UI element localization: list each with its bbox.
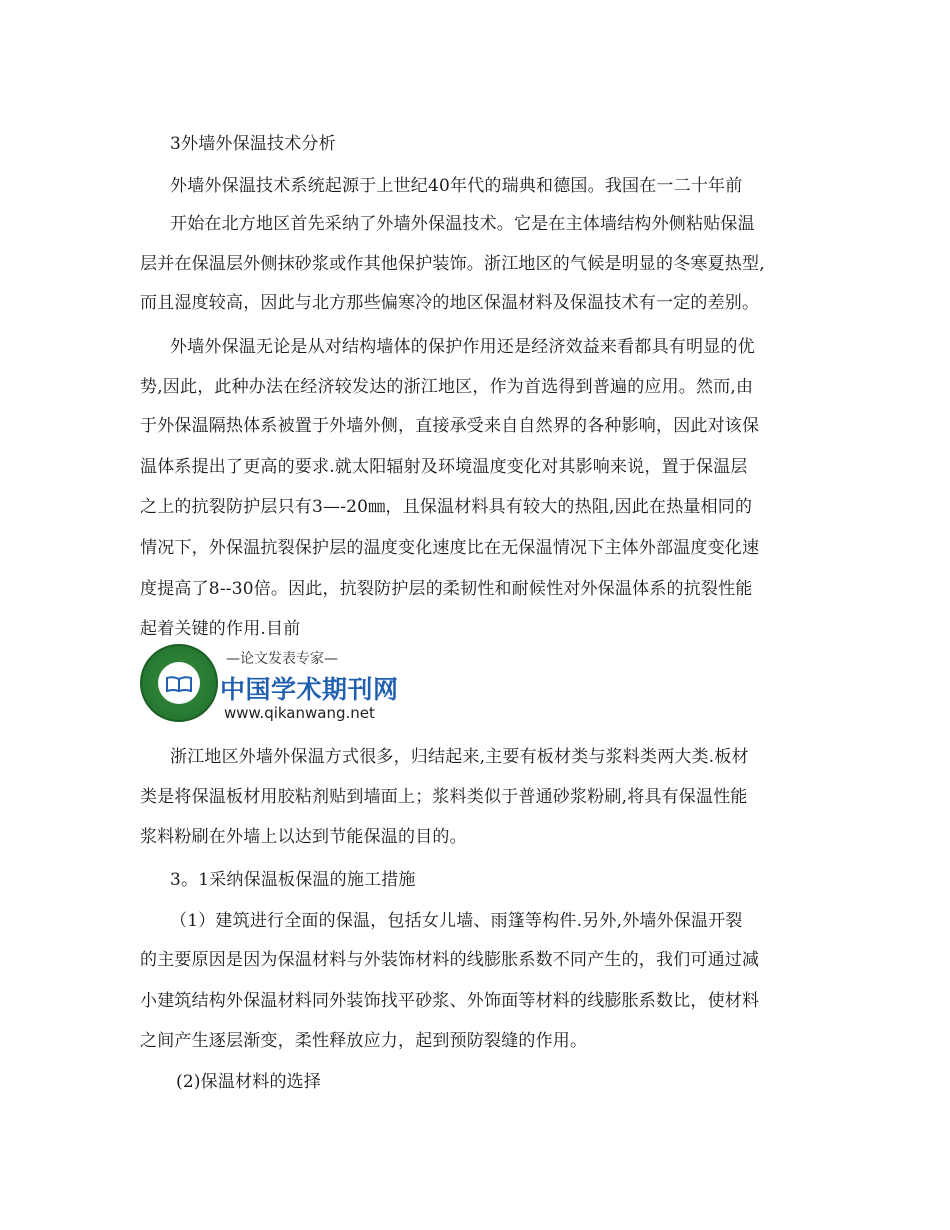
paragraph-line: 类是将保温板材用胶粘剂贴到墙面上；浆料类似于普通砂浆粉刷,将具有保温性能 (140, 787, 748, 807)
paragraph-line: 之间产生逐层渐变，柔性释放应力，起到预防裂缝的作用。 (140, 1031, 588, 1051)
logo-tagline: —论文发表专家— (226, 651, 338, 667)
subsection-heading: (2)保温材料的选择 (176, 1072, 322, 1092)
paragraph-line: 小建筑结构外保温材料同外装饰找平砂浆、外饰面等材料的线膨胀系数比，使材料 (140, 991, 760, 1011)
paragraph-line: 起着关键的作用.目前 (140, 619, 301, 639)
paragraph-line: 的主要原因是因为保温材料与外装饰材料的线膨胀系数不同产生的，我们可通过减 (140, 950, 760, 970)
paragraph-line: 之上的抗裂防护层只有3—-20㎜，且保温材料具有较大的热阻,因此在热量相同的 (140, 497, 753, 517)
subsection-heading: 3。1采纳保温板保温的施工措施 (170, 870, 416, 890)
qikanwang-logo (140, 642, 399, 728)
logo-seal (140, 644, 218, 722)
paragraph-line: （1）建筑进行全面的保温，包括女儿墙、雨篷等构件.另外,外墙外保温开裂 (170, 911, 743, 931)
paragraph-line: 外墙外保温技术系统起源于上世纪40年代的瑞典和德国。我国在一二十年前 (170, 176, 743, 196)
logo-url: www.qikanwang.net (224, 704, 375, 722)
paragraph-line: 浆料粉刷在外墙上以达到节能保温的目的。 (140, 827, 467, 847)
paragraph-line: 情况下，外保温抗裂保护层的温度变化速度比在无保温情况下主体外部温度变化速 (140, 538, 760, 558)
paragraph-line: 开始在北方地区首先采纳了外墙外保温技术。它是在主体墙结构外侧粘贴保温 (170, 214, 755, 234)
paragraph-line: 度提高了8--30倍。因此，抗裂防护层的柔韧性和耐候性对外保温体系的抗裂性能 (140, 579, 753, 599)
paragraph-line: 于外保温隔热体系被置于外墙外侧，直接承受来自自然界的各种影响，因此对该保 (140, 416, 760, 436)
book-icon (166, 676, 192, 692)
logo-name: 中国学术期刊网 (220, 675, 399, 704)
paragraph-line: 温体系提出了更高的要求.就太阳辐射及环境温度变化对其影响来说，置于保温层 (140, 457, 748, 477)
paragraph-line: 势,因此，此种办法在经济较发达的浙江地区，作为首选得到普遍的应用。然而,由 (140, 377, 754, 397)
paragraph-line: 而且湿度较高，因此与北方那些偏寒冷的地区保温材料及保温技术有一定的差别。 (140, 293, 760, 313)
paragraph-line: 浙江地区外墙外保温方式很多，归结起来,主要有板材类与浆料类两大类.板材 (170, 747, 749, 767)
paragraph-line: 层并在保温层外侧抹砂浆或作其他保护装饰。浙江地区的气候是明显的冬寒夏热型, (140, 254, 765, 274)
paragraph-line: 外墙外保温无论是从对结构墙体的保护作用还是经济效益来看都具有明显的优 (170, 337, 755, 357)
section-heading: 3外墙外保温技术分析 (170, 134, 336, 154)
